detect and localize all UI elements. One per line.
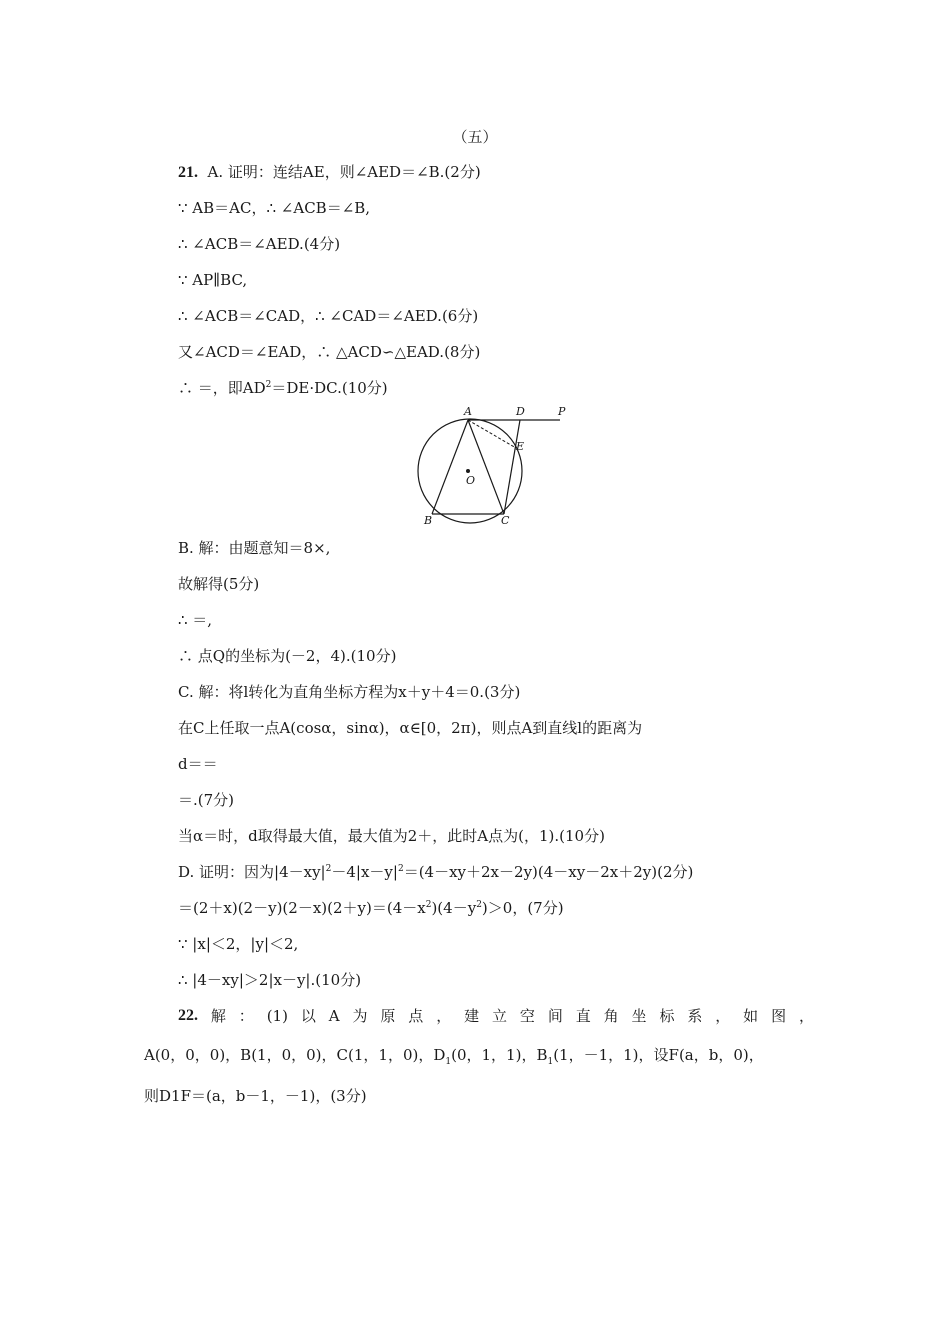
q22-line-1 — [178, 1006, 814, 1026]
q22-word: 直 — [575, 1007, 591, 1025]
q21-d2-post: )＞0，(7分) — [481, 899, 564, 917]
label-o: O — [466, 474, 476, 487]
q22-number: 22. — [178, 1007, 198, 1024]
q22-word: ， — [715, 1007, 731, 1025]
q22-word: 点 — [408, 1007, 424, 1025]
q21-d-line-1 — [178, 862, 693, 882]
q21-d1-post: ＝(4－xy＋2x－2y)(4－xy－2x＋2y)(2分) — [403, 863, 694, 881]
q21-d2-pre: ＝(2＋x)(2－y)(2－x)(2＋y)＝(4－x — [178, 899, 426, 917]
segment-ab — [432, 420, 468, 514]
q21-b-text-1: 故解得(5分) — [178, 575, 260, 593]
q22-line-2 — [144, 1045, 764, 1065]
q21-d1-mid: －4|x－y| — [331, 863, 398, 881]
q21-a-text-5: 又∠ACD＝∠EAD，∴ △ACD∽△EAD.(8分) — [178, 343, 481, 361]
q22-word: 间 — [547, 1007, 563, 1025]
q21-c-text-3: ＝.(7分) — [178, 791, 235, 809]
label-d: D — [516, 405, 525, 418]
label-b: B — [424, 514, 433, 527]
q21-d1-pre: D. 证明：因为|4－xy| — [178, 863, 326, 881]
q22-l2-p1: A(0，0，0)，B(1，0，0)，C(1，1，0)，D — [144, 1046, 446, 1064]
q22-word: 立 — [492, 1007, 508, 1025]
label-e: E — [516, 440, 525, 453]
q22-word: 解 — [210, 1007, 226, 1025]
q21-a-text-0: A. 证明：连结AE，则∠AED＝∠B.(2分) — [207, 163, 481, 181]
q21-d2-mid: )(4－y — [431, 899, 477, 917]
q21-a-conclusion — [178, 378, 388, 398]
q22-word: 建 — [464, 1007, 480, 1025]
circle-figure — [410, 404, 580, 529]
q21-b-text-3: ∴ 点Q的坐标为(－2，4).(10分) — [178, 647, 397, 665]
q22-word: A — [328, 1007, 340, 1025]
q21-a-text-1: ∵ AB＝AC，∴ ∠ACB＝∠B, — [178, 199, 371, 217]
q21-a-text-4: ∴ ∠ACB＝∠CAD，∴ ∠CAD＝∠AED.(6分) — [178, 307, 479, 325]
segment-ac — [468, 420, 504, 514]
q22-word: ， — [798, 1007, 814, 1025]
q21-d1-sup1: 2 — [325, 864, 332, 874]
q22-word: 为 — [352, 1007, 368, 1025]
q21-b-text-2: ∴ ＝, — [178, 611, 213, 629]
q21-c-text-0: C. 解：将l转化为直角坐标方程为x＋y＋4＝0.(3分) — [178, 683, 521, 701]
q21-d-text-0: ∵ |x|＜2，|y|＜2, — [178, 935, 299, 953]
q22-l2-p2: (0，1，1)，B — [451, 1046, 548, 1064]
section-heading: （五） — [452, 128, 498, 146]
q22-word: ， — [436, 1007, 452, 1025]
label-a: A — [464, 405, 472, 418]
q22-word: 空 — [519, 1007, 535, 1025]
q22-word: 原 — [380, 1007, 396, 1025]
q22-word: 如 — [743, 1007, 759, 1025]
q22-word: 以 — [300, 1007, 316, 1025]
q21-a-conclusion-sup: 2 — [265, 380, 272, 390]
q21-c-text-1: 在C上任取一点A(cosα，sinα)，α∈[0，2π)，则点A到直线l的距离为 — [178, 719, 643, 737]
q22-l2-s1: 1 — [445, 1057, 452, 1067]
q22-word: 坐 — [631, 1007, 647, 1025]
q21-c-text-4: 当α＝时，d取得最大值，最大值为2＋，此时A点为(，1).(10分) — [178, 827, 605, 845]
q21-a-conclusion-pre: ∴ ＝，即AD — [178, 379, 266, 397]
label-p: P — [558, 405, 566, 418]
q22-word: 标 — [659, 1007, 675, 1025]
q21-a-conclusion-post: ＝DE·DC.(10分) — [271, 379, 388, 397]
q21-a-text-3: ∵ AP∥BC, — [178, 271, 248, 289]
q21-number: 21. — [178, 164, 198, 181]
q21-d-line-2 — [178, 898, 564, 918]
q22-word: 角 — [603, 1007, 619, 1025]
q21-c-text-2: d＝＝ — [178, 755, 218, 773]
q21-d1-sup2: 2 — [397, 864, 404, 874]
q22-word: (1) — [266, 1007, 288, 1025]
q21-d2-sup2: 2 — [476, 900, 482, 910]
q21-d2-sup1: 2 — [425, 900, 432, 910]
q21-line-1 — [178, 162, 481, 183]
q21-b-text-0: B. 解：由题意知＝8×, — [178, 539, 331, 557]
q22-l2-s2: 1 — [547, 1057, 554, 1067]
q22-word: 图 — [771, 1007, 787, 1025]
q22-word: 系 — [687, 1007, 703, 1025]
label-c: C — [501, 514, 510, 527]
q21-a-text-2: ∴ ∠ACB＝∠AED.(4分) — [178, 235, 341, 253]
q22-l2-p3: (1，－1，1)，设F(a，b，0)， — [553, 1046, 764, 1064]
q21-d-text-1: ∴ |4－xy|＞2|x－y|.(10分) — [178, 971, 362, 989]
q22-line-3: 则D1F＝(a，b－1，－1)，(3分) — [144, 1087, 367, 1105]
q22-word: ： — [238, 1007, 254, 1025]
center-dot — [466, 469, 470, 473]
